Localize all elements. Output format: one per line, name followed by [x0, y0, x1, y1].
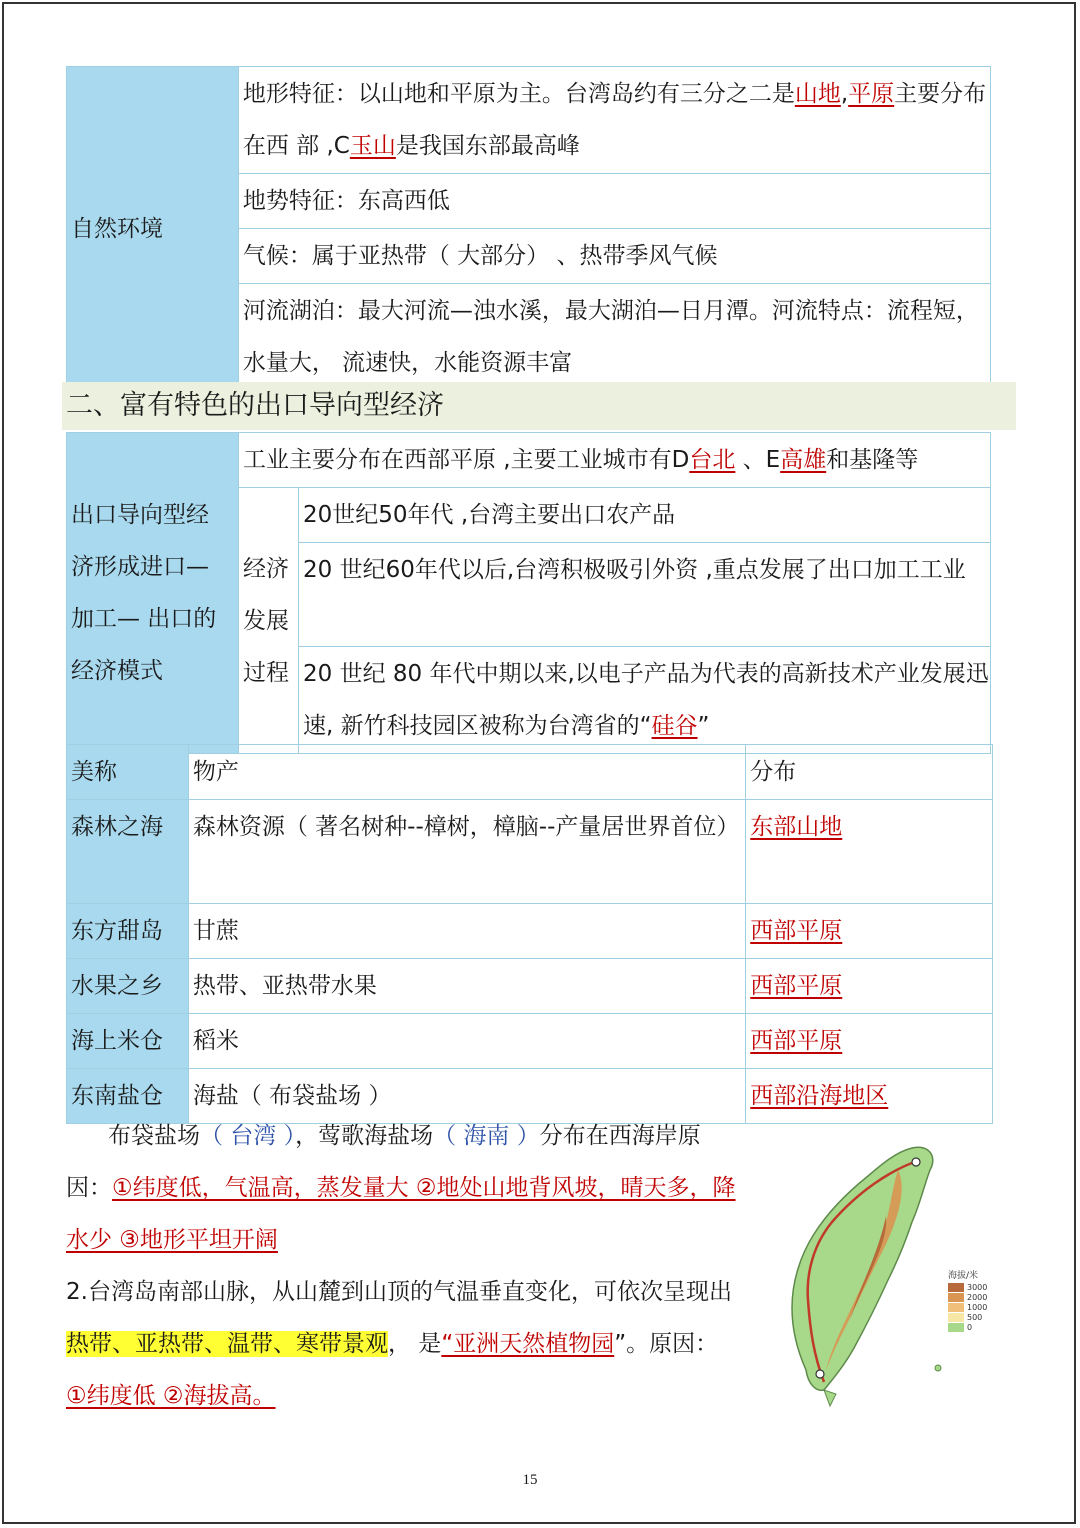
- row-product: 海盐（ 布袋盐场 ）: [192, 1083, 392, 1109]
- products-table: [66, 744, 993, 1124]
- legend-level-1: 2000: [967, 1292, 988, 1302]
- row-dist: 西部平原: [750, 1028, 843, 1054]
- page-number: 15: [522, 1472, 538, 1488]
- terrain-cell: [238, 67, 990, 174]
- note-botanical-garden: “亚洲天然植物园: [441, 1331, 615, 1357]
- header-dist: 分布: [750, 759, 797, 785]
- row-dist-cell: [746, 1069, 993, 1124]
- row-dist-cell: [746, 959, 993, 1014]
- row-dist: 西部平原: [750, 973, 843, 999]
- row-product: 稻米: [192, 1028, 239, 1054]
- terrain-text: 地形特征：以山地和平原为主。台湾岛约有三分之二是山地,平原主要分布在西 部 ,C玉山是我国东部最高峰: [242, 81, 987, 159]
- note-reasons-salt: ①纬度低，气温高，蒸发量大 ②地处山地背风坡，晴天多，降水少 ③地形平坦开阔: [66, 1175, 736, 1253]
- row-name: 森林之海: [71, 814, 163, 840]
- keyword-kaohsiung: 高雄: [780, 447, 827, 473]
- economy-category: 出口导向型经济形成进口—加工— 出口的经济模式: [71, 502, 217, 684]
- keyword-silicon-valley: 硅谷: [651, 713, 698, 739]
- kaohsiung-marker: [816, 1370, 824, 1378]
- note-taiwan: （ 台湾 ）: [200, 1123, 296, 1149]
- note-landscape-highlight: 热带、亚热带、温带、寒带景观: [66, 1331, 388, 1357]
- header-product: 物产: [192, 759, 239, 785]
- row-dist-cell: [746, 800, 993, 904]
- legend-level-4: 0: [967, 1322, 973, 1332]
- row-name: 东方甜岛: [71, 918, 163, 944]
- stage2-cell: [299, 543, 991, 647]
- nature-table: [66, 66, 991, 391]
- row-product: 热带、亚热带水果: [192, 973, 377, 999]
- economy-table: [66, 432, 991, 754]
- industry-text: 工业主要分布在西部平原 ,主要工业城市有D台北 、E高雄和基隆等: [243, 447, 919, 473]
- row-name-cell: [67, 1014, 189, 1069]
- legend-swatch-0: [948, 1283, 964, 1292]
- header-name: 美称: [71, 759, 117, 785]
- row-dist-cell: [746, 904, 993, 959]
- table-row: [67, 904, 993, 959]
- nature-category-cell: [67, 67, 239, 391]
- stage3-text: 20 世纪 80 年代中期以来,以电子产品为代表的高新技术产业发展迅速, 新竹科技园区被称为台湾省的“硅谷”: [303, 661, 989, 739]
- table-row: [67, 959, 993, 1014]
- process-label-cell: [239, 488, 299, 754]
- nature-category: 自然环境: [71, 215, 163, 242]
- keyword-plain: 平原: [848, 81, 895, 107]
- row-name: 海上米仓: [71, 1028, 163, 1054]
- table-row: [67, 1014, 993, 1069]
- row-name-cell: [67, 904, 189, 959]
- row-dist: 东部山地: [750, 814, 843, 840]
- section2-title: 二、富有特色的出口导向型经济: [66, 390, 444, 421]
- row-product-cell: [188, 800, 745, 904]
- keyword-yushan: 玉山: [349, 133, 396, 159]
- row-product: 甘蔗: [192, 918, 239, 944]
- climate-text: 气候：属于亚热带（ 大部分） 、热带季风气候: [242, 243, 718, 269]
- stage1-cell: [299, 488, 991, 543]
- legend-swatch-4: [948, 1323, 964, 1332]
- legend-level-2: 1000: [967, 1302, 988, 1312]
- note-salt-fields: 布袋盐场（ 台湾 ），莺歌海盐场（ 海南 ）分布在西海岸原因：①纬度低，气温高，蒸发量大 ②地处山地背风坡，晴天多，降水少 ③地形平坦开阔: [66, 1123, 736, 1253]
- note-vertical-zonation: 2.台湾岛南部山脉，从山麓到山顶的气温垂直变化，可依次呈现出热带、亚热带、温带、寒带景观， 是“亚洲天然植物园”。原因：①纬度低 ②海拔高。: [66, 1279, 732, 1409]
- legend-swatch-3: [948, 1313, 964, 1322]
- row-dist-cell: [746, 1014, 993, 1069]
- legend-level-3: 500: [967, 1312, 983, 1322]
- row-name-cell: [67, 959, 189, 1014]
- climate-cell: [238, 229, 990, 284]
- keyword-taipei: 台北: [689, 447, 736, 473]
- section2-heading-bar: [62, 382, 1016, 430]
- map-legend: [948, 1270, 1008, 1332]
- economy-category-cell: [67, 433, 239, 754]
- stage3-cell: [299, 647, 991, 754]
- industry-cell: [239, 433, 991, 488]
- legend-swatch-1: [948, 1293, 964, 1302]
- slope-cell: [238, 174, 990, 229]
- keyword-mountain: 山地: [794, 81, 841, 107]
- note-hainan: （ 海南 ）: [433, 1123, 540, 1149]
- header-product-cell: [188, 745, 745, 800]
- taipei-marker: [912, 1158, 920, 1166]
- stage2-text: 20 世纪60年代以后,台湾积极吸引外资 ,重点发展了出口加工工业: [303, 557, 966, 583]
- process-label: 经济发展过程: [243, 555, 289, 686]
- table-row: [67, 800, 993, 904]
- legend-level-0: 3000: [967, 1282, 988, 1292]
- row-dist: 西部平原: [750, 918, 843, 944]
- stage1-text: 20世纪50年代 ,台湾主要出口农产品: [303, 502, 676, 528]
- row-name: 水果之乡: [71, 973, 163, 999]
- rivers-text: 河流湖泊：最大河流—浊水溪，最大湖泊—日月潭。河流特点：流程短，水量大， 流速快，水能资源丰富: [242, 298, 979, 376]
- legend-swatch-2: [948, 1303, 964, 1312]
- row-name-cell: [67, 800, 189, 904]
- header-dist-cell: [746, 745, 993, 800]
- slope-text: 地势特征：东高西低: [242, 188, 450, 214]
- row-name: 东南盐仓: [71, 1083, 163, 1109]
- row-product-cell: [188, 959, 745, 1014]
- legend-title: 海拔/米: [948, 1271, 979, 1281]
- row-product-cell: [188, 1014, 745, 1069]
- header-name-cell: [67, 745, 189, 800]
- note-reasons-zonation: ①纬度低 ②海拔高。: [66, 1383, 276, 1409]
- row-product-cell: [188, 904, 745, 959]
- east-islet: [935, 1365, 941, 1371]
- row-dist: 西部沿海地区: [750, 1083, 889, 1109]
- rivers-cell: [238, 284, 990, 391]
- taiwan-map: [770, 1130, 1010, 1420]
- row-product: 森林资源（ 著名树种--樟树，樟脑--产量居世界首位）: [192, 814, 740, 840]
